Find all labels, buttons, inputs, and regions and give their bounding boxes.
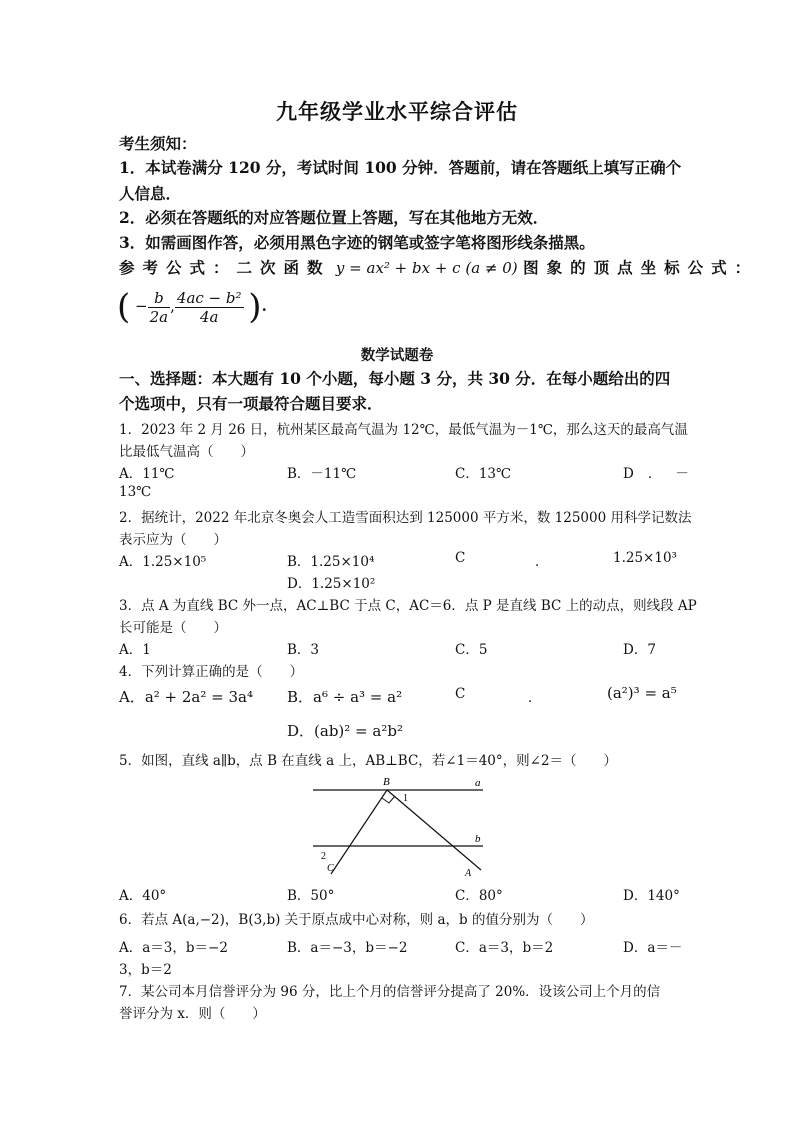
q5-option-c: C．80° [455,888,503,904]
question-2: 2．据统计，2022 年北京冬奥会人工造雪面积达到 125000 平方米，数 125000 用科学记数法 [119,510,692,526]
q6-option-a: A．a＝3，b＝−2 [119,940,228,956]
q5-option-b: B．50° [287,888,335,904]
q1-option-a: A．11℃ [119,466,175,482]
part1-instructions-cont: 个选项中，只有一项最符合题目要求． [119,394,383,413]
q2-option-b: B．1.25×10⁴ [287,554,375,570]
notice-item-2: 2．必须在答题纸的对应答题位置上答题，写在其他地方无效． [119,208,549,227]
q4-option-c: (a²)³ = a⁵ [607,684,677,702]
q5-option-d: D．140° [623,888,680,904]
label-point-c: C [327,863,334,874]
label-point-a: A [465,868,472,879]
q2-option-a: A．1.25×10⁵ [119,554,207,570]
q5-option-a: A．40° [119,888,167,904]
quadratic-formula: y = ax² + bx + c (a ≠ 0) [335,259,518,277]
q3-option-b: B．3 [287,642,320,658]
formula-label: 参考公式：二次函数 [119,258,331,277]
q3-option-a: A．1 [119,642,151,658]
q2-option-c-dot: ． [535,554,549,570]
notice-heading: 考生须知： [119,134,197,153]
question-5: 5．如图，直线 a∥b，点 B 在直线 a 上，AB⊥BC，若∠1＝40°，则∠2＝（ ） [119,753,618,769]
section-title: 数学试题卷 [360,347,434,364]
q3-option-c: C．5 [455,642,488,658]
label-line-a: a [475,777,481,789]
q4-option-c-dot: ． [528,690,542,706]
label-angle-1: 1 [403,793,408,804]
question-1: 1．2023 年 2 月 26 日，杭州某区最高气温为 12℃，最低气温为－1℃，那么这天的最高气温 [119,422,688,438]
part1-instructions: 一、选择题：本大题有 10 个小题，每小题 3 分，共 30 分．在每小题给出的四 [119,369,671,388]
notice-item-1: 1．本试卷满分 120 分，考试时间 100 分钟．答题前，请在答题纸上填写正确个 [119,158,682,177]
vertex-y-fraction: $\frac{\text{4ac − b²}}{4a}$ [176,288,242,326]
parallel-lines-figure [305,772,505,880]
q1-option-d-cont: 13℃ [119,484,152,500]
question-4: 4．下列计算正确的是（ ） [119,664,304,680]
formula-line [119,256,758,278]
q2-option-c: 1.25×10³ [613,550,677,566]
question-3-cont: 长可能是（ ） [119,620,227,636]
q2-option-c-label: C [455,550,466,566]
segment-ba [387,790,481,870]
notice-item-1-cont: 人信息． [119,184,182,203]
question-2-cont: 表示应为（ ） [119,532,227,548]
segment-bc [331,790,387,874]
q1-option-c: C．13℃ [455,466,512,482]
q4-option-a: A．a² + 2a² = 3a⁴ [119,688,253,706]
question-7-cont: 誉评分为 x．则（ ） [119,1006,266,1022]
right-angle-mark [382,796,395,803]
formula-tail: 图象的顶点坐标公式： [523,258,759,277]
label-point-b: B [383,776,390,788]
question-1-cont: 比最低气温高（ ） [119,444,254,460]
q4-option-d: D．(ab)² = a²b² [287,722,403,740]
label-angle-2: 2 [321,851,326,862]
label-line-b: b [475,833,481,845]
notice-item-3: 3．如需画图作答，必须用黑色字迹的钢笔或签字笔将图形线条描黑。 [119,233,595,252]
q1-option-b: B．－11℃ [287,466,357,482]
q3-option-d: D．7 [623,642,656,658]
vertex-x-fraction: $\frac{b}{2a}$ [149,288,169,326]
q6-option-d: D．a＝－ [623,940,683,956]
q4-option-b: B．a⁶ ÷ a³ = a² [287,688,403,706]
exam-title: 九年级学业水平综合评估 [276,99,518,124]
q6-option-d-cont: 3，b＝2 [119,962,172,978]
question-3: 3．点 A 为直线 BC 外一点，AC⊥BC 于点 C，AC＝6．点 P 是直线 BC 上的动点，则线段 AP [119,598,697,614]
q6-option-b: B．a＝−3，b＝−2 [287,940,408,956]
question-6: 6．若点 A(a,−2)，B(3,b) 关于原点成中心对称，则 a，b 的值分别为（ ） [119,912,594,928]
question-7: 7．某公司本月信誉评分为 96 分，比上个月的信誉评分提高了 20%．设该公司上个月的信 [119,984,661,1000]
q2-option-d: D．1.25×10² [287,576,376,592]
q4-option-c-label: C [455,686,466,702]
q1-option-d: D．－ [623,466,703,482]
vertex-formula: ( − $\frac{b}{2a}$ , $\frac{\text{4ac − b²}}{4a}$ ). [117,287,267,327]
q6-option-c: C．a＝3，b＝2 [455,940,554,956]
